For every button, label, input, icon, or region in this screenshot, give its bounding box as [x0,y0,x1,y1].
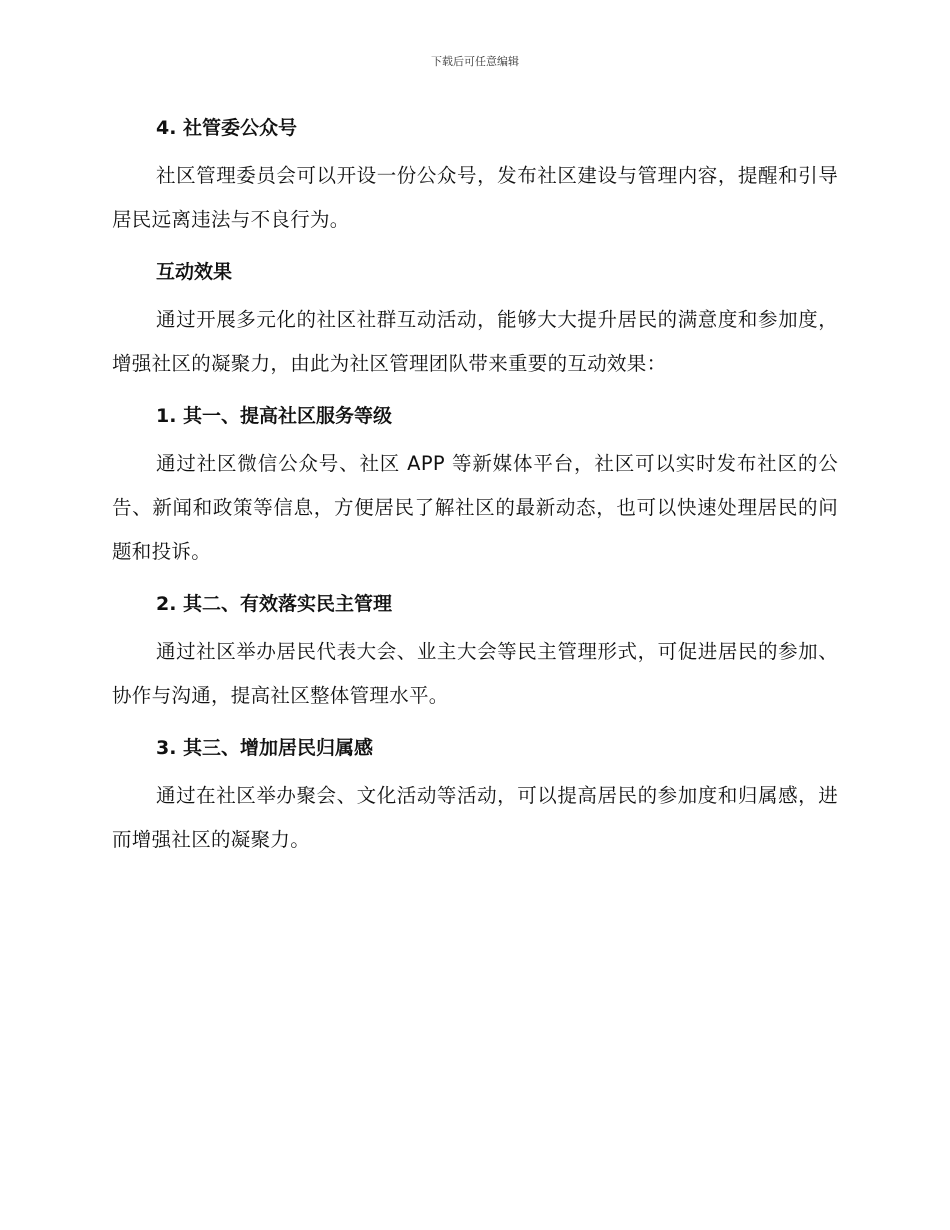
section-paragraph: 通过开展多元化的社区社群互动活动，能够大大提升居民的满意度和参加度，增强社区的凝聚力，由此为社区管理团队带来重要的互动效果： [112,308,838,375]
section-paragraph: 社区管理委员会可以开设一份公众号，发布社区建设与管理内容，提醒和引导居民远离违法与不良行为。 [112,164,838,231]
section-heading: 3. 其三、增加居民归属感 [156,737,374,759]
section-paragraph: 通过社区举办居民代表大会、业主大会等民主管理形式，可促进居民的参加、协作与沟通，提高社区整体管理水平。 [112,640,838,707]
document-body [112,112,838,862]
page-header-note: 下载后可任意编辑 [431,55,519,68]
section-paragraph: 通过在社区举办聚会、文化活动等活动，可以提高居民的参加度和归属感，进而增强社区的凝聚力。 [112,784,838,851]
section-service-level [112,400,838,588]
section-heading: 4. 社管委公众号 [156,117,298,139]
section-heading: 2. 其二、有效落实民主管理 [156,593,393,615]
section-heading: 互动效果 [156,261,233,283]
section-belonging [112,732,838,862]
section-heading: 1. 其一、提高社区服务等级 [156,405,393,427]
section-democratic-management [112,588,838,732]
section-paragraph: 通过社区微信公众号、社区 APP 等新媒体平台，社区可以实时发布社区的公告、新闻和政策等信息，方便居民了解社区的最新动态，也可以快速处理居民的问题和投诉。 [112,452,838,563]
section-public-account [112,112,838,256]
section-interaction-effect [112,256,838,400]
